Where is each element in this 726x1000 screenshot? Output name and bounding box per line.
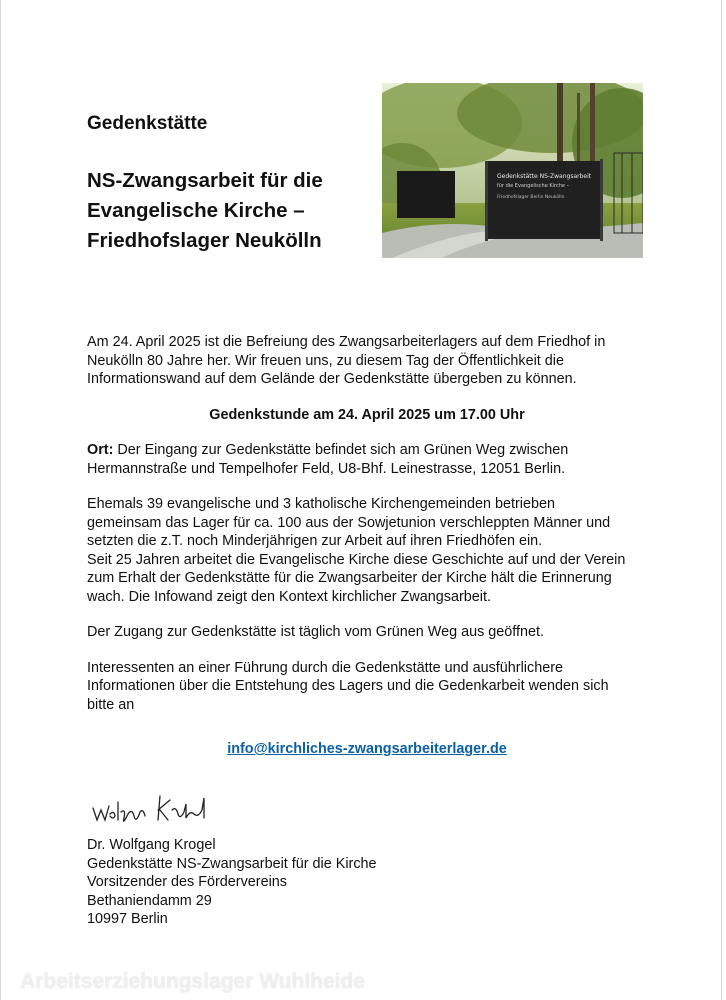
location-label: Ort: bbox=[87, 442, 114, 458]
sender-org: Gedenkstätte NS-Zwangsarbeit für die Kirche bbox=[87, 855, 377, 872]
text-line: gemeinsam das Lager für ca. 100 aus der Sowjetunion verschleppten Männer und bbox=[87, 514, 611, 531]
text-line: zum Erhalt der Gedenkstätte für die Zwangsarbeiter der Kirche hält die Erinnerung bbox=[87, 570, 612, 586]
text-line: Informationen über die Entstehung des Lagers und die Gedenkarbeit wenden sich bbox=[87, 678, 609, 694]
page-border bbox=[721, 0, 722, 1000]
sign-text: Friedhofslager Berlin Neukölln bbox=[497, 195, 565, 200]
memorial-photo-svg bbox=[382, 83, 643, 258]
access-paragraph: Der Zugang zur Gedenkstätte ist täglich vom Grünen Weg aus geöffnet. bbox=[87, 624, 545, 640]
text-line: Der Eingang zur Gedenkstätte befindet sich am Grünen Weg zwischen bbox=[113, 442, 569, 458]
text-line: Hermannstraße und Tempelhofer Feld, U8-Bhf. Leinestrasse, 12051 Berlin. bbox=[87, 460, 566, 477]
text-line: Informationswand auf dem Gelände der Gedenkstätte übergeben zu können. bbox=[87, 371, 577, 387]
text-line: Interessenten an einer Führung durch die Gedenkstätte und ausführlichere bbox=[87, 659, 563, 676]
email-row bbox=[87, 740, 647, 759]
text-line: Seit 25 Jahren arbeitet die Evangelische Kirche diese Geschichte auf und der Verein bbox=[87, 551, 626, 568]
text-line: Ehemals 39 evangelische und 3 katholische Kirchengemeinden betrieben bbox=[87, 496, 556, 512]
sender-street: Bethaniendamm 29 bbox=[87, 892, 212, 909]
title-line: NS-Zwangsarbeit für die bbox=[87, 169, 323, 192]
text-line: Am 24. April 2025 ist die Befreiung des Zwangsarbeiterlagers auf dem Friedhof in bbox=[87, 334, 606, 350]
text-line: bitte an bbox=[87, 696, 135, 713]
footer-watermark: Arbeitserziehungslager Wuhlheide bbox=[20, 970, 366, 993]
pre-title: Gedenkstätte bbox=[87, 113, 208, 134]
page-border bbox=[0, 0, 1, 1000]
sender-city: 10997 Berlin bbox=[87, 911, 168, 927]
location-paragraph bbox=[87, 441, 647, 478]
sender-address bbox=[87, 836, 377, 929]
sender-name: Dr. Wolfgang Krogel bbox=[87, 837, 216, 853]
sender-role: Vorsitzender des Fördervereins bbox=[87, 874, 287, 890]
contact-paragraph bbox=[87, 659, 647, 715]
letter-body bbox=[87, 333, 647, 759]
sign-text: Gedenkstätte NS-Zwangsarbeit bbox=[497, 173, 592, 180]
memorial-photo bbox=[382, 83, 643, 258]
title-block bbox=[87, 112, 377, 256]
text-line: setzten die z.T. noch Minderjährigen zur Arbeit auf ihren Friedhöfen ein. bbox=[87, 533, 543, 549]
page-title bbox=[87, 166, 377, 256]
title-line: Evangelische Kirche – bbox=[87, 199, 305, 222]
title-line: Friedhofslager Neukölln bbox=[87, 229, 322, 252]
signature bbox=[88, 790, 228, 835]
history-paragraph bbox=[87, 495, 647, 606]
email-link[interactable]: info@kirchliches-zwangsarbeiterlager.de bbox=[227, 741, 507, 757]
text-line: Neukölln 80 Jahre her. Wir freuen uns, zu diesem Tag der Öffentlichkeit die bbox=[87, 352, 565, 369]
event-line: Gedenkstunde am 24. April 2025 um 17.00 Uhr bbox=[209, 406, 525, 423]
sign-text: für die Evangelische Kirche – bbox=[497, 183, 570, 189]
intro-paragraph bbox=[87, 333, 647, 389]
text-line: wach. Die Infowand zeigt den Kontext kirchlicher Zwangsarbeit. bbox=[87, 588, 491, 605]
